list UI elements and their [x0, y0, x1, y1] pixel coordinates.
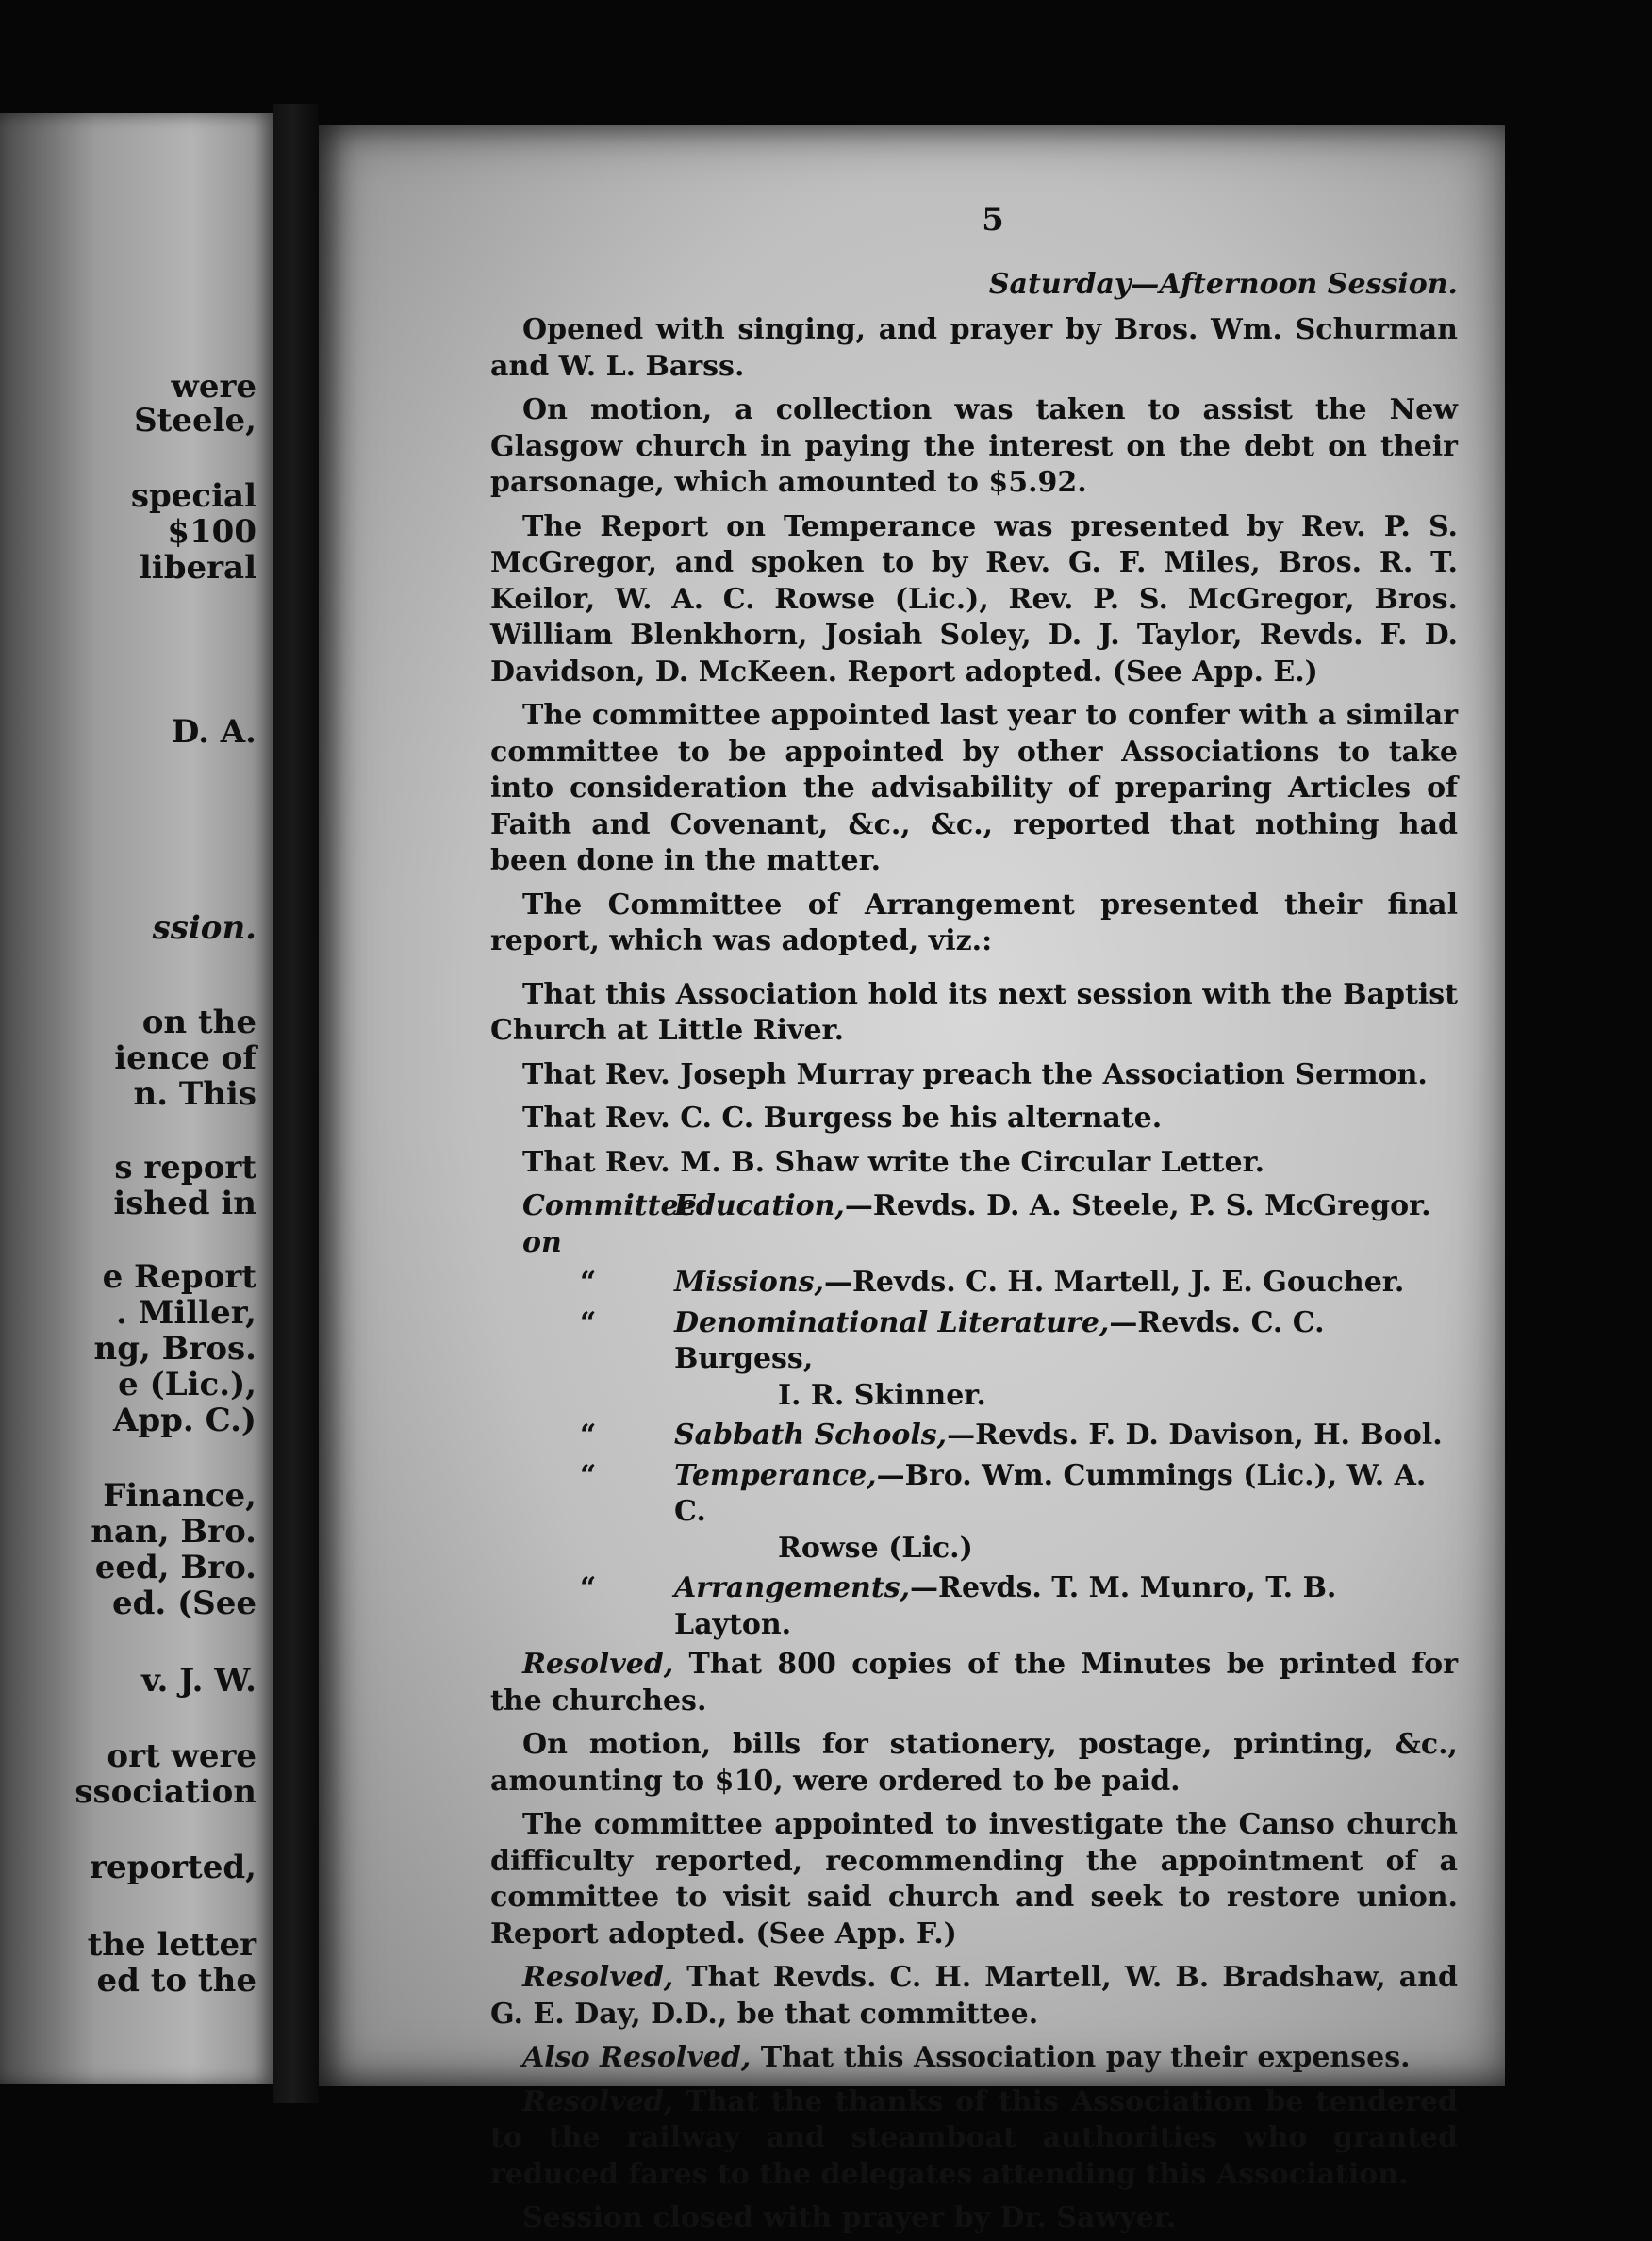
left-fragment: e Report: [102, 1258, 256, 1296]
committee-members: —Revds. T. M. Munro, T. B. Layton.: [674, 1571, 1337, 1641]
ditto-mark: “: [580, 1266, 597, 1299]
left-fragment: D. A.: [171, 713, 256, 751]
committee-members: —Revds. F. D. Davison, H. Bool.: [947, 1419, 1443, 1452]
paragraph-canso-church: The committee appointed to investigate the Canso church difficulty reported, recommending the appointment of a committee to visit said church and seek to restore union. Report adopted. (See App. F.): [490, 1808, 1458, 1950]
resolution-text: That Revds. C. H. Martell, W. B. Bradshaw, and G. E. Day, D.D., be that committee.: [490, 1961, 1458, 2031]
ditto-mark: “: [580, 1571, 597, 1604]
left-fragment: ort were: [107, 1737, 256, 1775]
committee-topic: Temperance,: [674, 1458, 877, 1492]
committee-body: [674, 1305, 1458, 1415]
resolution-text: That 800 copies of the Minutes be printed for the churches.: [490, 1648, 1458, 1718]
left-fragment: ience of: [114, 1039, 256, 1077]
left-fragment: s report: [114, 1149, 256, 1187]
left-fragment: ed. (See: [112, 1585, 256, 1622]
committee-lead: Committee on: [522, 1189, 697, 1259]
left-fragment: e (Lic.),: [118, 1366, 256, 1403]
committee-row: [490, 1418, 1458, 1454]
left-fragment: eed, Bro.: [94, 1549, 256, 1586]
resolution-committee: [490, 1960, 1458, 2033]
committee-topic: Denominational Literature,: [674, 1305, 1110, 1339]
left-fragment: ished in: [113, 1185, 256, 1222]
left-fragment: special: [130, 477, 256, 515]
paragraph-collection: On motion, a collection was taken to assist the New Glasgow church in paying the interest on the debt on their parsonage, which amounted to $5.92.: [490, 393, 1458, 499]
left-fragment: ed to the: [96, 1962, 256, 2000]
paragraph-opening: Opened with singing, and prayer by Bros. Wm. Schurman and W. L. Barss.: [490, 313, 1458, 383]
resolution-label: Resolved,: [522, 2084, 674, 2118]
book-gutter: [273, 104, 319, 2103]
committee-topic: Arrangements,: [674, 1571, 911, 1604]
ditto-mark: “: [580, 1419, 597, 1452]
committee-row: [490, 1188, 1458, 1261]
left-fragment: on the: [141, 1004, 256, 1041]
left-fragment: the letter: [87, 1926, 256, 1964]
paragraph-bills: On motion, bills for stationery, postage, printing, &c., amounting to $10, were ordered to be paid.: [490, 1728, 1458, 1798]
paragraph-temperance-report: The Report on Temperance was presented by Rev. P. S. McGregor, and spoken to by Rev. G. F. Miles, Bros. R. T. Keilor, W. A. C. Rowse (Lic.), Rev. P. S. McGregor, Bros. William Blenkhorn, Josiah Soley, D. J. Taylor, Revds. F. D. Davidson, D. McKeen. Report adopted. (See App. E.): [490, 509, 1458, 689]
committee-body: [674, 1188, 1458, 1261]
committee-body: [674, 1265, 1458, 1302]
resolution-thanks: [490, 2084, 1458, 2194]
committee-topic: Missions,: [674, 1266, 824, 1299]
document-page: [319, 124, 1505, 2234]
arrangement-circular-letter: That Rev. M. B. Shaw write the Circular Letter.: [522, 1145, 1265, 1179]
left-fragment: Finance,: [103, 1477, 256, 1515]
resolution-text: That this Association pay their expenses.: [751, 2041, 1411, 2074]
committee-body: [674, 1458, 1458, 1568]
resolution-expenses: [490, 2040, 1458, 2077]
committee-members: —Bro. Wm. Cummings (Lic.), W. A. C.: [674, 1458, 1427, 1528]
left-fragment: ng, Bros.: [93, 1330, 256, 1368]
left-fragment: ssociation: [74, 1773, 256, 1811]
left-fragment: reported,: [90, 1849, 256, 1886]
running-head: Saturday—Afternoon Session.: [988, 267, 1458, 301]
resolution-label: Resolved,: [522, 1648, 674, 1681]
committee-row: [490, 1305, 1458, 1415]
left-fragment: Steele,: [134, 402, 256, 440]
committee-body: [674, 1570, 1458, 1643]
resolution-label: Also Resolved,: [522, 2041, 752, 2074]
committee-topic: Sabbath Schools,: [674, 1419, 948, 1452]
left-fragment: App. C.): [113, 1402, 256, 1439]
arrangement-sermon: That Rev. Joseph Murray preach the Association Sermon.: [522, 1057, 1428, 1091]
left-fragment: ssion.: [152, 909, 256, 947]
paragraph-articles-of-faith: The committee appointed last year to confer with a similar committee to be appointed by other Associations to take into consideration the advisability of preparing Articles of Faith and Covenant, &c., &c., reported that nothing had been done in the matter.: [490, 699, 1458, 877]
arrangement-next-session: That this Association hold its next session with the Baptist Church at Little River.: [490, 977, 1458, 1047]
left-fragment: $100: [167, 513, 256, 551]
left-fragment: liberal: [139, 549, 256, 587]
left-fragment: v. J. W.: [141, 1662, 256, 1700]
left-fragment: were: [171, 368, 256, 406]
arrangement-alternate: That Rev. C. C. Burgess be his alternate.: [522, 1102, 1163, 1135]
ditto-mark: “: [580, 1305, 597, 1339]
resolution-label: Resolved,: [522, 1961, 674, 1994]
committee-members-continued: Rowse (Lic.): [778, 1531, 973, 1565]
committee-members: —Revds. C. C. Burgess,: [674, 1305, 1325, 1375]
ditto-mark: “: [580, 1458, 597, 1492]
left-fragment: nan, Bro.: [91, 1513, 256, 1551]
committee-body: [674, 1418, 1458, 1454]
committee-members: —Revds. C. H. Martell, J. E. Goucher.: [823, 1266, 1405, 1299]
committee-row: [490, 1570, 1458, 1643]
committee-members-continued: I. R. Skinner.: [778, 1378, 986, 1412]
page-number: 5: [982, 201, 1004, 239]
resolution-text: That the thanks of this Association be tendered to the railway and steamboat authorities who granted reduced fares to the delegates attending this Association.: [490, 2084, 1458, 2191]
paragraph-committee-of-arrangement: The Committee of Arrangement presented their final report, which was adopted, viz.:: [490, 888, 1458, 957]
committee-members: —Revds. D. A. Steele, P. S. McGregor.: [844, 1189, 1431, 1222]
page-text-block: [490, 202, 1458, 2241]
paragraph-session-closed: Session closed with prayer by Dr. Sawyer.: [522, 2201, 1177, 2234]
committee-topic: Education,: [674, 1189, 845, 1222]
committee-row: [490, 1458, 1458, 1568]
resolution-minutes: [490, 1647, 1458, 1719]
left-fragment: . Miller,: [116, 1294, 256, 1332]
committee-row: [490, 1265, 1458, 1302]
previous-page-fragment: [0, 113, 273, 2084]
left-fragment: n. This: [133, 1075, 256, 1113]
